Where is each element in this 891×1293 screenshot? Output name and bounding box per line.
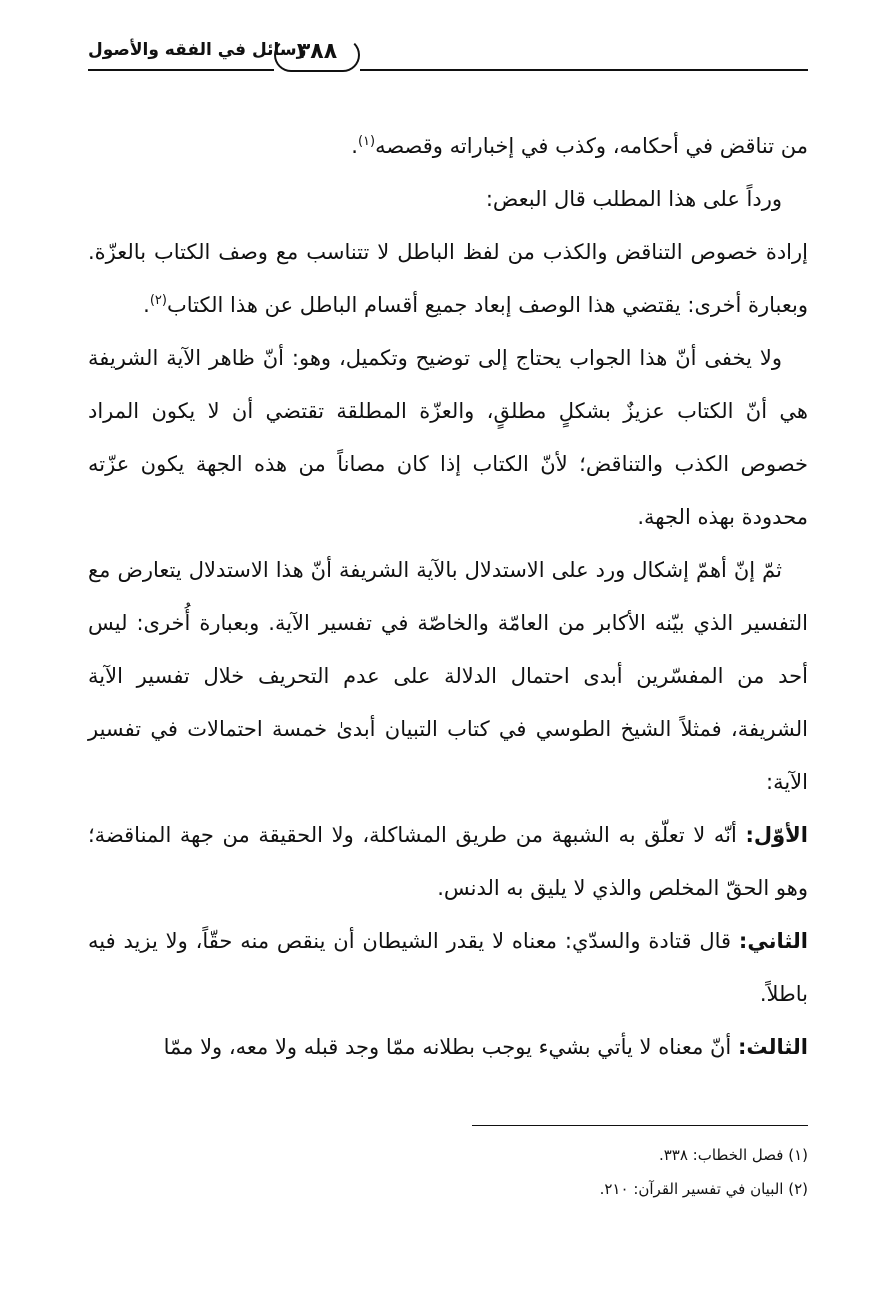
paragraph-8: الثالث: أنّ معناه لا يأتي بشيء يوجب بطلانه ممّا وجد قبله ولا معه، ولا ممّا	[163, 1035, 808, 1059]
paragraph-7: الثاني: قال قتادة والسدّي: معناه لا يقدر الشيطان أن ينقص منه حقّاً، ولا يزيد فيه باطلاً.	[88, 929, 808, 1006]
paragraph-5: ثمّ إنّ أهمّ إشكال ورد على الاستدلال بالآية الشريفة أنّ هذا الاستدلال يتعارض مع التفسير الذي بيّنه الأكابر من العامّة والخاصّة في تفسير الآية. وبعبارة أُخرى: ليس أحد من المفسّرين أبدى احتمال الدلالة على عدم التحريف خلال تفسير الآية الشريفة، فمثلاً الشيخ الطوسي في كتاب التبيان أبدىٰ خمسة احتمالات في تفسير الآية:	[88, 558, 808, 794]
footnote-ref-2: (٢)	[149, 293, 167, 308]
term-third: الثالث:	[737, 1035, 808, 1059]
running-title: رسائل في الفقه والأصول	[88, 40, 307, 60]
term-first: الأوّل:	[745, 823, 808, 847]
footnote-ref-1: (١)	[357, 134, 376, 149]
paragraph-3: إرادة خصوص التناقض والكذب من لفظ الباطل لا تتناسب مع وصف الكتاب بالعزّة. وبعبارة أخرى: يقتضي هذا الوصف إبعاد جميع أقسام الباطل عن هذا الكتاب$^{(٢)}$.	[88, 240, 808, 317]
paragraph-6: الأوّل: أنّه لا تعلّق به الشبهة من طريق المشاكلة، ولا الحقيقة من جهة المناقضة؛ وهو الحقّ المخلص والذي لا يليق به الدنس.	[88, 823, 808, 900]
header-rule-right	[360, 69, 808, 71]
paragraph-1: من تناقض في أحكامه، وكذب في إخباراته وقصصه$^{(١)}$.	[351, 134, 808, 158]
page-number: ٣٨٨	[296, 39, 338, 64]
footnote-separator	[472, 1125, 808, 1126]
footnote-2: (٢) البيان في تفسير القرآن: ٢١٠.	[599, 1180, 808, 1198]
paragraph-4: ولا يخفى أنّ هذا الجواب يحتاج إلى توضيح وتكميل، وهو: أنّ ظاهر الآية الشريفة هي أنّ الكتاب عزيزٌ بشكلٍ مطلقٍ، والعزّة المطلقة تقتضي أن لا يكون المراد خصوص الكذب والتناقض؛ لأنّ الكتاب إذا كان مصاناً من هذه الجهة يكون عزّته محدودة بهذه الجهة.	[88, 346, 808, 529]
header-rule-left	[88, 69, 274, 71]
footnote-1: (١) فصل الخطاب: ٣٣٨.	[658, 1146, 808, 1164]
page-header	[88, 36, 808, 80]
footnotes	[88, 1138, 808, 1206]
paragraph-2: ورداً على هذا المطلب قال البعض:	[485, 187, 782, 211]
term-second: الثاني:	[738, 929, 808, 953]
body-text	[88, 120, 808, 1074]
